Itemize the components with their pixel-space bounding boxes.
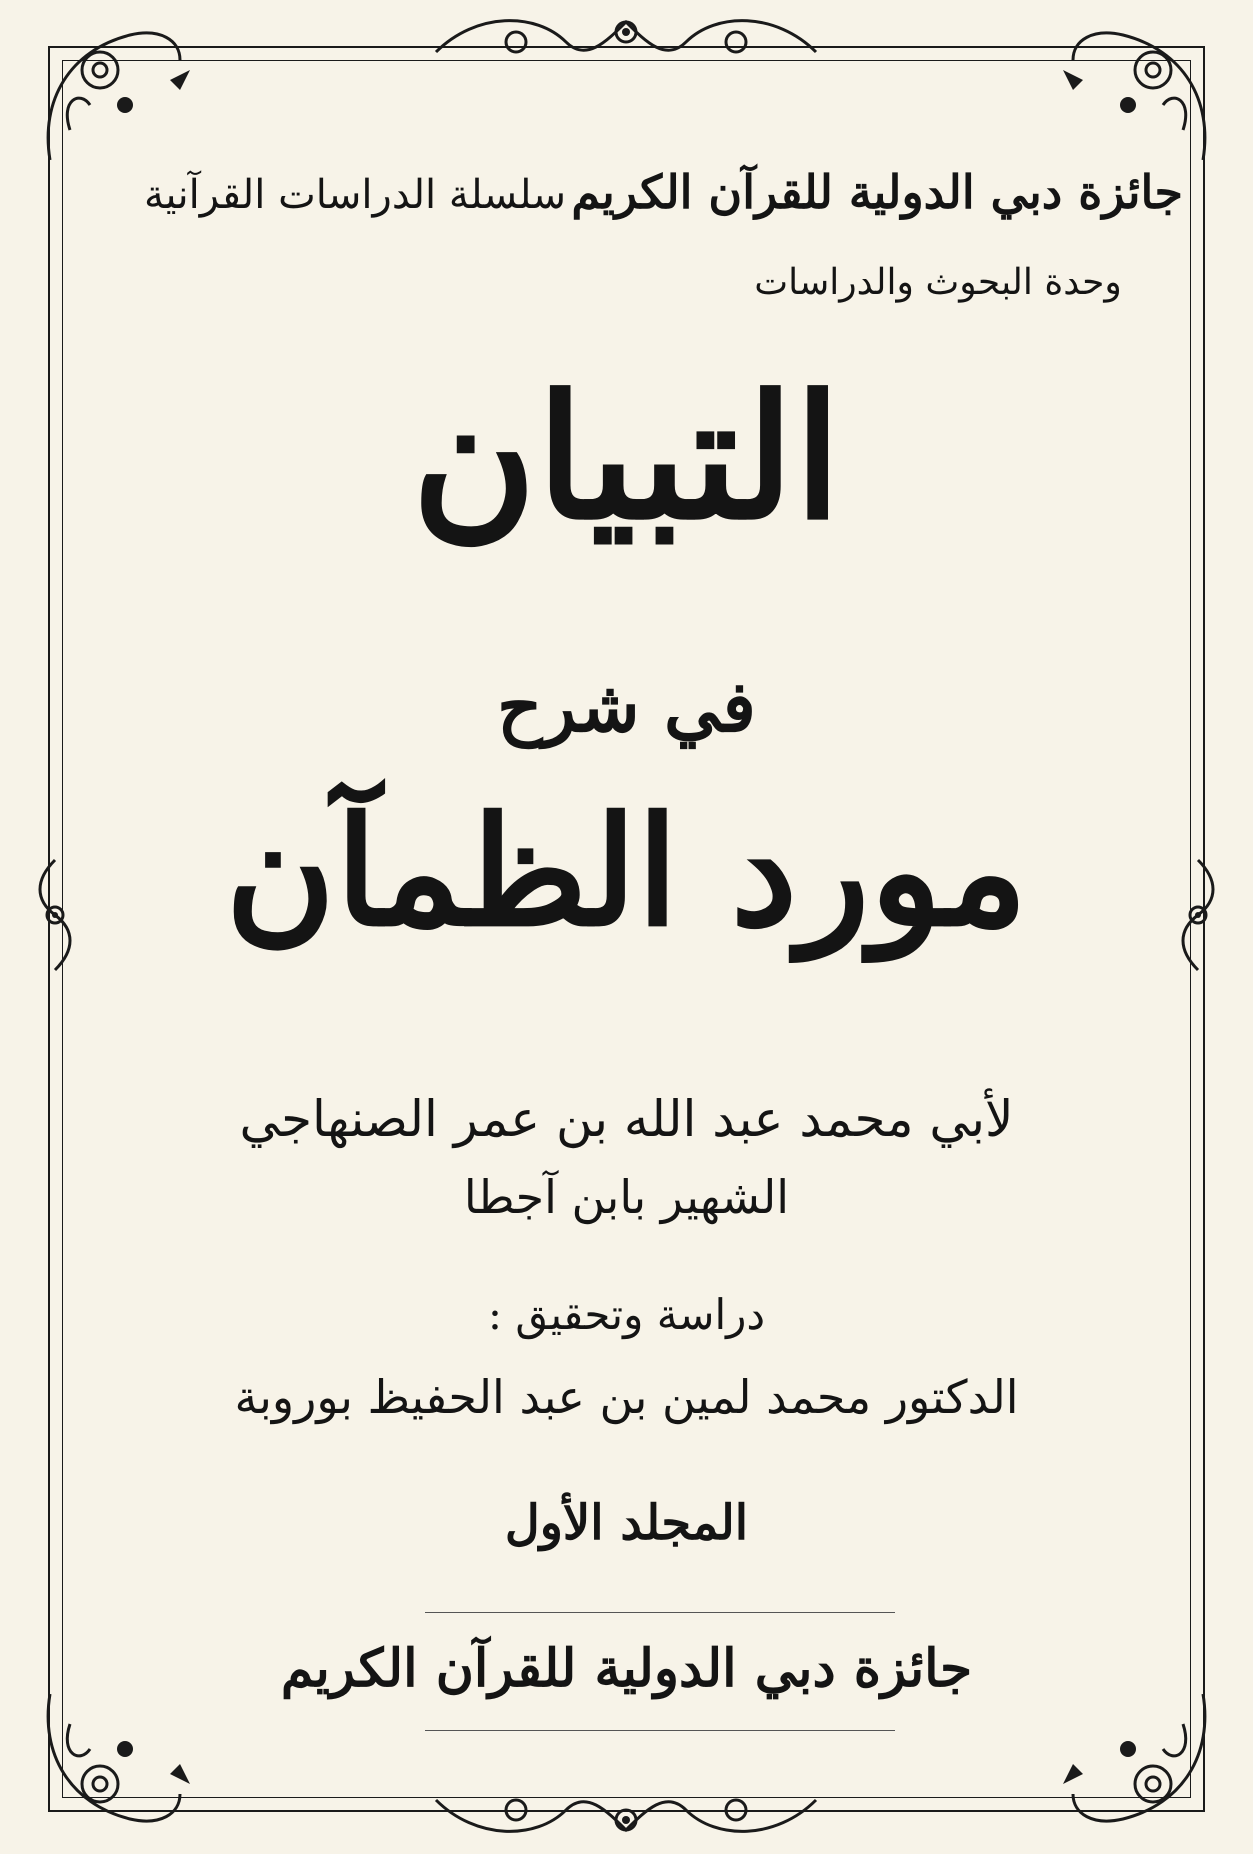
top-center-ornament-icon	[426, 2, 826, 72]
book-title-connector: في شرح	[497, 665, 756, 748]
study-and-edition-label: دراسة وتحقيق :	[487, 1290, 766, 1339]
corner-ornament-icon	[1063, 10, 1223, 170]
footer-divider-bottom	[425, 1730, 895, 1731]
corner-ornament-icon	[30, 10, 190, 170]
corner-ornament-icon	[1063, 1684, 1223, 1844]
bottom-center-ornament-icon	[426, 1780, 826, 1850]
footer-divider-top	[425, 1612, 895, 1613]
volume-label: المجلد الأول	[504, 1495, 749, 1551]
corner-ornament-icon	[30, 1684, 190, 1844]
footer-publisher: جائزة دبي الدولية للقرآن الكريم	[280, 1638, 973, 1699]
book-title-main: التبيان	[411, 358, 842, 558]
editor-name: الدكتور محمد لمين بن عبد الحفيظ بوروبة	[234, 1370, 1019, 1424]
publisher-award-title: جائزة دبي الدولية للقرآن الكريم	[571, 165, 1183, 219]
author-nickname: الشهير بابن آجطا	[463, 1170, 790, 1224]
research-unit-subtitle: وحدة البحوث والدراسات	[754, 262, 1122, 303]
series-title: سلسلة الدراسات القرآنية	[143, 172, 566, 218]
author-name: لأبي محمد عبد الله بن عمر الصنهاجي	[239, 1090, 1014, 1148]
book-title-second: مورد الظمآن	[225, 784, 1028, 960]
